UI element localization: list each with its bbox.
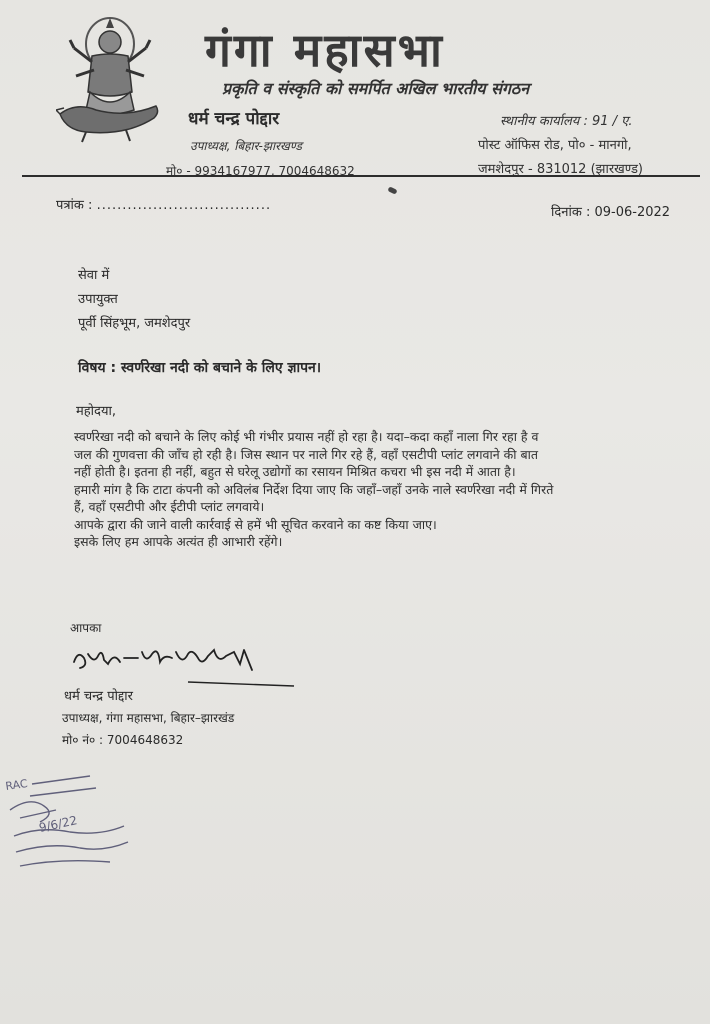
ink-mark — [387, 186, 397, 194]
letter-date — [551, 202, 670, 220]
recipient-line-2: उपायुक्त — [78, 292, 118, 307]
reference-value: .................................. — [96, 198, 272, 213]
organization-name: गंगा महासभा — [205, 23, 445, 77]
address-line-3: जमशेदपुर - 831012 (झारखण्ड) — [478, 162, 643, 177]
address-line-1: स्थानीय कार्यालय : 91 / ए. — [500, 114, 633, 129]
body-line: नहीं होती है। इतना ही नहीं, बहुत से घरेलू उद्योगों का रसायन मिश्रित कचरा भी इस नदी में आता है। — [74, 464, 516, 479]
letter-subject: विषय : स्वर्णरेखा नदी को बचाने के लिए ज्ञापन। — [78, 360, 322, 376]
body-line: स्वर्णरेखा नदी को बचाने के लिए कोई भी गंभीर प्रयास नहीं हो रहा है। यदा–कदा कहाँ नाला गिर रहा है व — [74, 429, 539, 444]
recipient-line-3: पूर्वी सिंहभूम, जमशेदपुर — [78, 316, 191, 331]
closing: आपका — [70, 621, 102, 635]
received-stamp — [0, 766, 140, 876]
reference-label: पत्रांक : — [56, 198, 93, 213]
letterhead-person-name: धर्म चन्द्र पोद्दार — [188, 109, 280, 129]
letterhead-divider — [22, 175, 700, 177]
letterhead-mobile: मो० - 9934167977, 7004648632 — [166, 164, 355, 178]
svg-text:RAC: RAC — [4, 777, 29, 793]
body-line: आपके द्वारा की जाने वाली कार्रवाई से हमें भी सूचित करवाने का कष्ट किया जाए। — [74, 516, 437, 532]
reference-number — [56, 195, 271, 213]
letterhead-address — [478, 111, 693, 183]
signatory-name: धर्म चन्द्र पोद्दार — [64, 689, 133, 704]
body-line: इसके लिए हम आपके अत्यंत ही आभारी रहेंगे। — [74, 534, 283, 549]
body-line: हमारी मांग है कि टाटा कंपनी को अविलंब निर्देश दिया जाए कि जहाँ–जहाँ उनके नाले स्वर्णरेखा नदी में गिरते — [74, 481, 554, 497]
signatory-role: उपाध्यक्ष, गंगा महासभा, बिहार–झारखंड — [62, 711, 235, 725]
body-line: हैं, वहाँ एसटीपी और ईटीपी प्लांट लगवाये। — [74, 499, 265, 514]
date-label: दिनांक — [551, 205, 582, 220]
date-value: : 09-06-2022 — [585, 205, 671, 220]
address-line-2: पोस्ट ऑफिस रोड, पो० - मानगो, — [478, 138, 632, 153]
svg-text:9/6/22: 9/6/22 — [37, 813, 79, 835]
body-line: जल की गुणवत्ता की जाँच हो रही है। जिस स्थान पर नाले गिर रहे हैं, वहाँ एसटीपी प्लांट लगवाने की बात — [74, 446, 538, 462]
signatory-mobile: मो० नं० : 7004648632 — [62, 733, 184, 747]
letterhead-person — [166, 106, 366, 179]
ganga-deity-on-crocodile-icon — [56, 14, 164, 144]
letter-body — [74, 428, 684, 551]
recipient-block — [78, 264, 190, 336]
salutation: महोदया, — [76, 404, 116, 419]
recipient-line-1: सेवा में — [78, 268, 110, 283]
letterhead-person-role: उपाध्यक्ष, बिहार-झारखण्ड — [190, 139, 302, 153]
organization-tagline: प्रकृति व संस्कृति को समर्पित अखिल भारतीय संगठन — [222, 79, 530, 98]
